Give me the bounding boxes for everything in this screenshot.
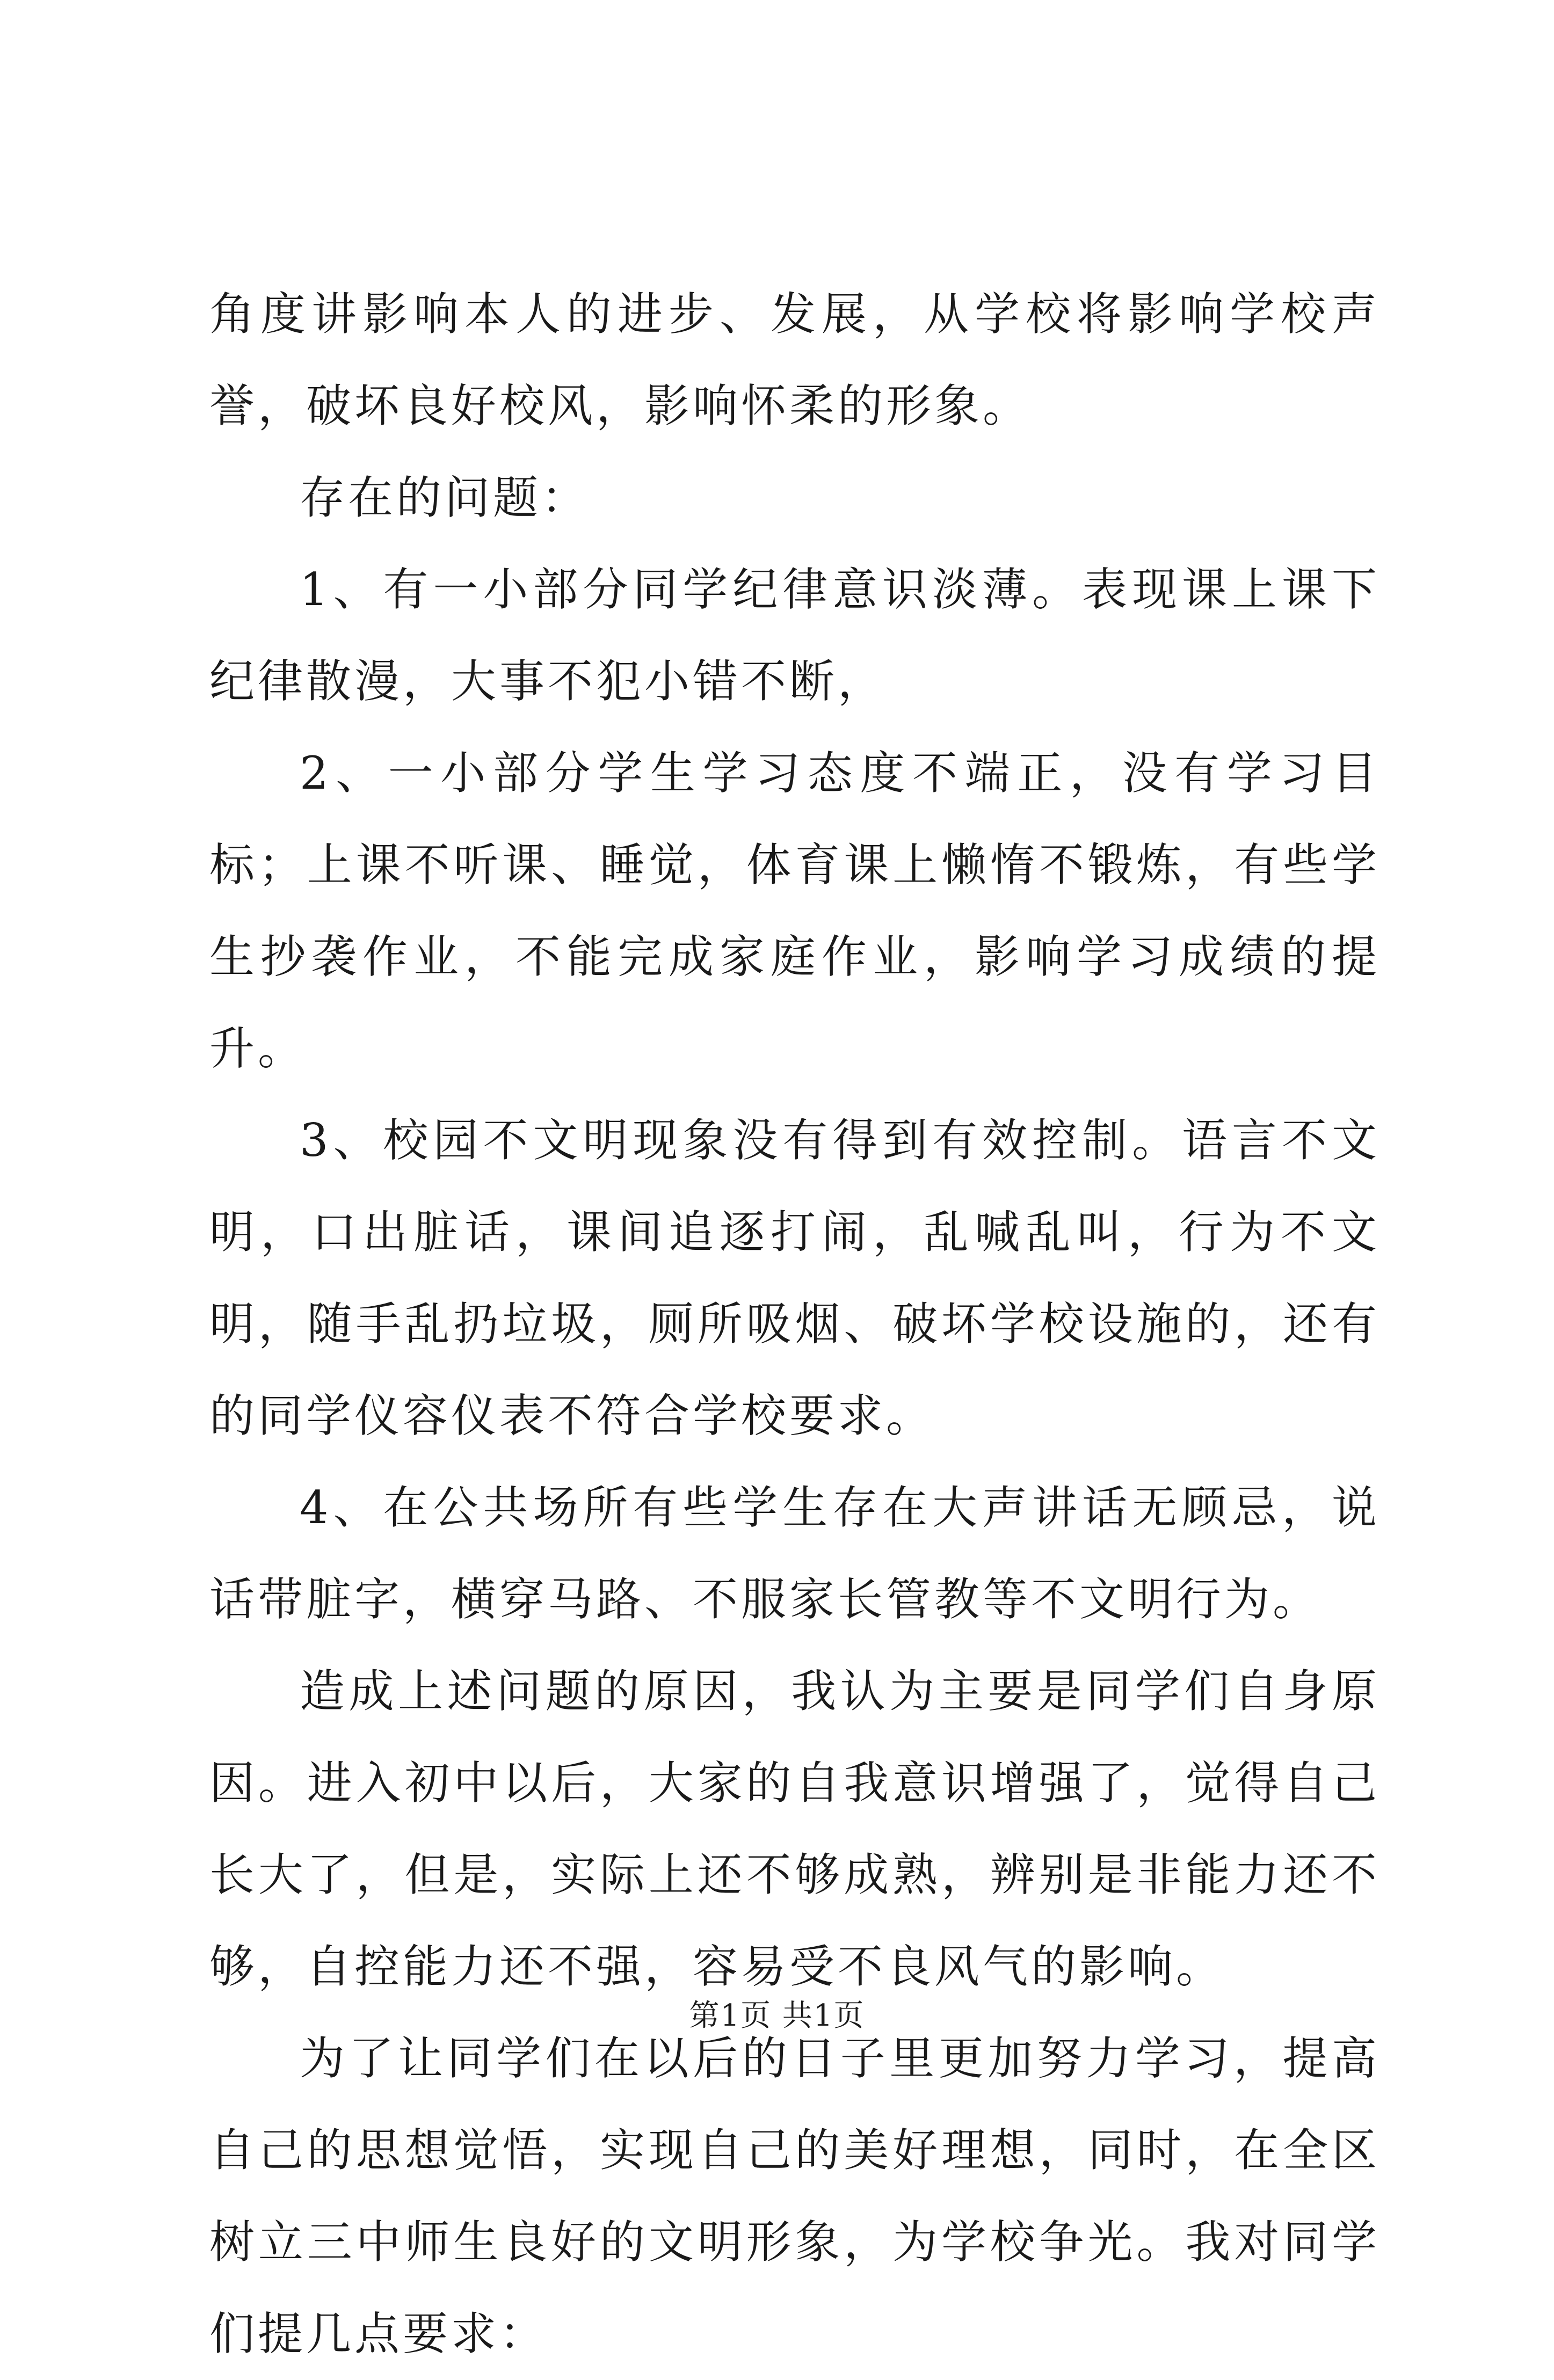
paragraph-problem-3: 3、校园不文明现象没有得到有效控制。语言不文明，口出脏话，课间追逐打闹，乱喊乱叫，行为不文明，随手乱扔垃圾，厕所吸烟、破坏学校设施的，还有的同学仪容仪表不符合学校要求。 bbox=[209, 1114, 1380, 1442]
paragraph-problems-heading: 存在的问题： bbox=[300, 471, 590, 524]
page-footer: 第1页 共1页 bbox=[689, 1998, 865, 2033]
paragraph-causes: 造成上述问题的原因，我认为主要是同学们自身原因。进入初中以后，大家的自我意识增强了，觉得自己长大了，但是，实际上还不够成熟，辨别是非能力还不够，自控能力还不强，容易受不良风气的影响。 bbox=[209, 1665, 1380, 1993]
document-body bbox=[209, 268, 1380, 2380]
paragraph-problem-2: 2、一小部分学生学习态度不端正，没有学习目标；上课不听课、睡觉，体育课上懒惰不锻炼，有些学生抄袭作业，不能完成家庭作业，影响学习成绩的提升。 bbox=[209, 747, 1380, 1075]
paragraph-problem-4: 4、在公共场所有些学生存在大声讲话无顾忌，说话带脏字，横穿马路、不服家长管教等不文明行为。 bbox=[209, 1481, 1380, 1626]
paragraph-intro-continuation: 角度讲影响本人的进步、发展，从学校将影响学校声誉，破坏良好校风，影响怀柔的形象。 bbox=[209, 288, 1380, 432]
paragraph-problem-1: 1、有一小部分同学纪律意识淡薄。表现课上课下纪律散漫，大事不犯小错不断， bbox=[209, 563, 1380, 708]
paragraph-requirements-intro: 为了让同学们在以后的日子里更加努力学习，提高自己的思想觉悟，实现自己的美好理想，同时，在全区树立三中师生良好的文明形象，为学校争光。我对同学们提几点要求： bbox=[209, 2032, 1380, 2360]
